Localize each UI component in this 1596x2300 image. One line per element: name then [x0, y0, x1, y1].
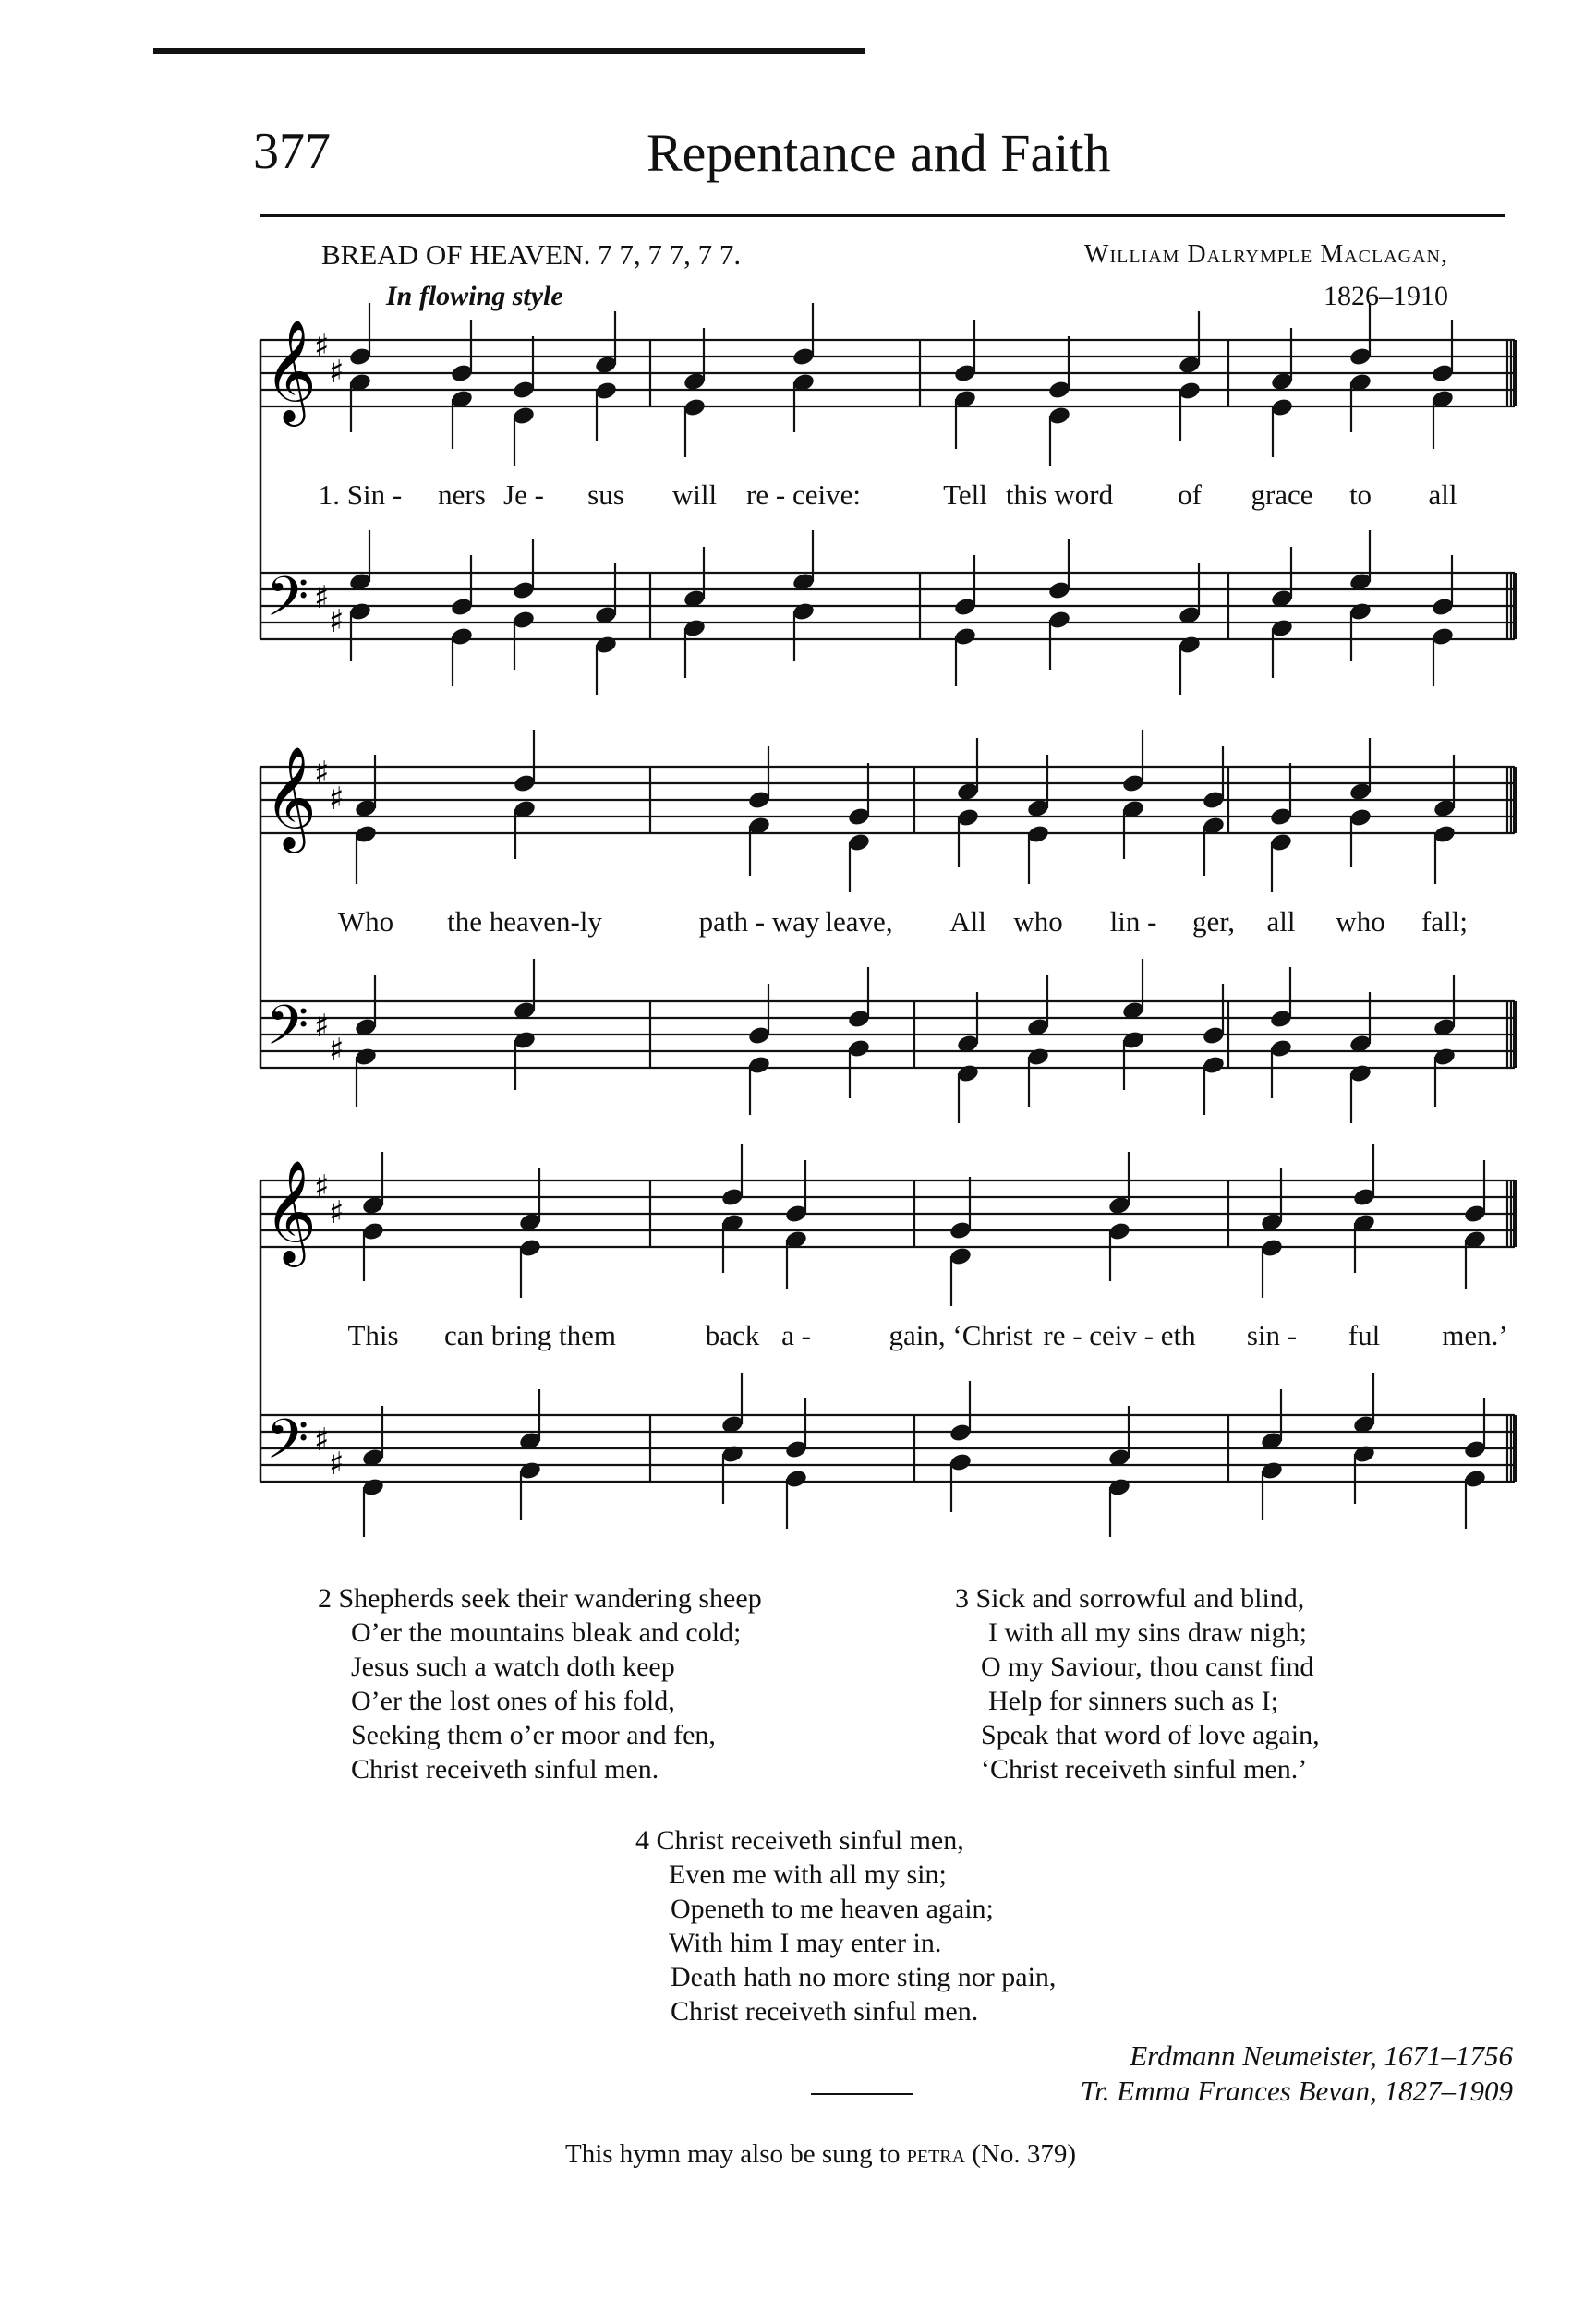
verse-line: Even me with all my sin;	[669, 1859, 947, 1890]
lyric-syllable: will	[671, 478, 718, 511]
lyric-syllable: 1. Sin -	[318, 478, 403, 511]
alt-tune-name: petra	[906, 2139, 966, 2169]
footnote-text-end: (No. 379)	[965, 2139, 1077, 2169]
verse-line: With him I may enter in.	[669, 1928, 942, 1958]
footnote	[565, 2139, 1076, 2170]
key-sharp-icon: ♯	[314, 755, 330, 792]
verse-line: 2 Shepherds seek their wandering sheep	[318, 1583, 762, 1614]
lyric-syllable: fall;	[1421, 905, 1468, 938]
lyric-syllable: All	[949, 905, 986, 938]
verse-line: 4 Christ receiveth sinful men,	[635, 1825, 964, 1856]
section-title: Repentance and Faith	[647, 123, 1111, 183]
lyric-syllable: of	[1178, 478, 1202, 511]
treble-clef-icon: 𝄞	[264, 319, 317, 422]
verse-line: ‘Christ receiveth sinful men.’	[981, 1754, 1308, 1785]
translator-credit: Tr. Emma Frances Bevan, 1827–1909	[1080, 2075, 1513, 2107]
lyric-syllable: sus	[587, 478, 624, 511]
lyric-syllable: Je -	[503, 478, 544, 511]
verse-line: 3 Sick and sorrowful and blind,	[955, 1583, 1305, 1614]
key-sharp-icon: ♯	[329, 1032, 345, 1069]
key-sharp-icon: ♯	[314, 1422, 330, 1459]
key-sharp-icon: ♯	[329, 603, 345, 640]
tempo-marking: In flowing style	[386, 281, 563, 311]
lyric-syllable: path - way	[698, 905, 820, 938]
key-sharp-icon: ♯	[314, 1168, 330, 1205]
lyric-syllable: leave,	[825, 905, 893, 938]
lyric-syllable: Tell	[943, 478, 987, 511]
verse-line: Death hath no more sting nor pain,	[671, 1962, 1057, 1992]
lyric-syllable: re - ceive:	[746, 478, 861, 511]
lyric-syllable: This	[347, 1319, 399, 1351]
verse-line: Seeking them o’er moor and fen,	[351, 1720, 716, 1750]
verse-line: O’er the mountains bleak and cold;	[351, 1617, 742, 1648]
key-sharp-icon: ♯	[314, 328, 330, 365]
bass-clef-icon: 𝄢	[266, 1407, 309, 1484]
treble-clef-icon: 𝄞	[264, 745, 317, 849]
lyric-syllable: all	[1266, 905, 1296, 938]
lyric-syllable: back	[705, 1319, 760, 1351]
verse-line: Speak that word of love again,	[981, 1720, 1320, 1750]
lyric-syllable: Who	[337, 905, 394, 938]
composer-dates: 1826–1910	[1324, 281, 1448, 311]
verse-line: Openeth to me heaven again;	[671, 1894, 994, 1924]
key-sharp-icon: ♯	[329, 1446, 345, 1483]
lyric-syllable: who	[1013, 905, 1063, 938]
lyric-syllable: lin -	[1109, 905, 1157, 938]
lyric-syllable: re - ceiv - eth	[1043, 1319, 1196, 1351]
hymn-number: 377	[253, 123, 331, 180]
treble-clef-icon: 𝄞	[264, 1159, 317, 1263]
verse-2	[318, 1581, 762, 1786]
lyric-syllable: to	[1348, 478, 1372, 511]
lyric-syllable: sin -	[1246, 1319, 1298, 1351]
lyric-syllable: ful	[1348, 1319, 1381, 1351]
bass-clef-icon: 𝄢	[266, 564, 309, 642]
lyric-syllable: men.’	[1442, 1319, 1508, 1351]
verse-line: Jesus such a watch doth keep	[351, 1652, 675, 1682]
lyric-syllable: this word	[1005, 478, 1114, 511]
footnote-text: This hymn may also be sung to	[565, 2139, 907, 2169]
verse-line: Help for sinners such as I;	[988, 1686, 1279, 1716]
verse-line: O’er the lost ones of his fold,	[351, 1686, 675, 1716]
bass-clef-icon: 𝄢	[266, 993, 309, 1071]
lyric-syllable: who	[1336, 905, 1385, 938]
lyric-syllable: gain, ‘Christ	[889, 1319, 1033, 1351]
verse-4	[635, 1823, 1056, 2028]
verse-line: Christ receiveth sinful men.	[671, 1996, 979, 2027]
verse-line: O my Saviour, thou canst find	[981, 1652, 1314, 1682]
lyric-syllable: ners	[438, 478, 486, 511]
key-sharp-icon: ♯	[314, 1008, 330, 1045]
lyric-syllable: the heaven-ly	[447, 905, 602, 938]
key-sharp-icon: ♯	[329, 781, 345, 817]
key-sharp-icon: ♯	[329, 1194, 345, 1231]
lyric-syllable: a -	[781, 1319, 811, 1351]
lyric-syllable: can bring them	[444, 1319, 616, 1351]
verse-3	[955, 1581, 1320, 1786]
verse-line: I with all my sins draw nigh;	[988, 1617, 1307, 1648]
verse-line: Christ receiveth sinful men.	[351, 1754, 659, 1785]
lyric-syllable: all	[1428, 478, 1457, 511]
tune-name-meter: BREAD OF HEAVEN. 7 7, 7 7, 7 7.	[321, 238, 742, 271]
author-credit: Erdmann Neumeister, 1671–1756	[1130, 2040, 1513, 2072]
key-sharp-icon: ♯	[329, 354, 345, 391]
lyric-syllable: ger,	[1191, 905, 1236, 938]
composer-name: William Dalrymple Maclagan,	[1084, 240, 1448, 269]
lyric-syllable: grace	[1251, 478, 1313, 511]
key-sharp-icon: ♯	[314, 579, 330, 616]
footnote-rule	[811, 2093, 913, 2095]
